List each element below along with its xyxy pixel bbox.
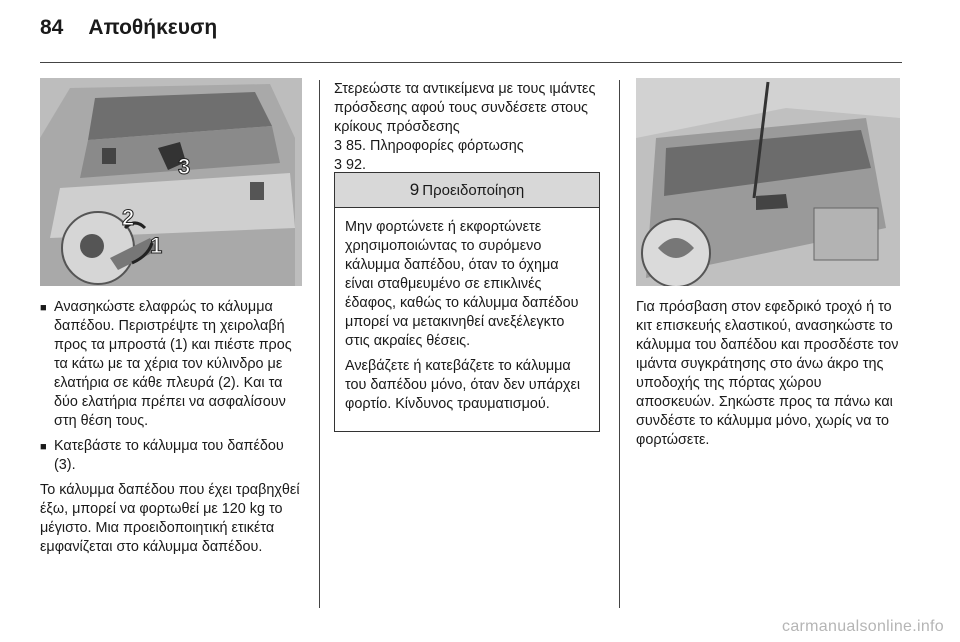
page-number: 84 xyxy=(40,16,64,39)
page-title: Αποθήκευση xyxy=(88,16,218,39)
body-paragraph: Το κάλυμμα δαπέδου που έχει τραβηχθεί έξω, μπορεί να φορτωθεί με 120 kg το μέγιστο. Μια προειδοποιητική ετικέτα εμφανίζεται στο κάλυμμα δαπέδου. xyxy=(40,482,300,555)
warning-paragraph: Μην φορτώνετε ή εκφορτώνετε χρησιμοποιώντας το συρόμενο κάλυμμα δαπέδου, όταν το όχημα είναι σταθμευμένο σε επικλινές έδαφος, καθώς το κάλυμμα δαπέδου μπορεί να μετακινηθεί ανεξέλεγκτο στις ακραίες θέσεις. xyxy=(345,219,579,349)
warning-header xyxy=(335,173,599,208)
warning-icon: 9 xyxy=(409,180,420,199)
floor-cover-illustration xyxy=(40,78,302,286)
body-paragraph: Για πρόσβαση στον εφεδρικό τροχό ή το κιτ επισκευής ελαστικού, ανασηκώστε το κάλυμμα του δαπέδου και προσδέστε τον ιμάντα συγκράτησης στο άνω άκρο της υποδοχής της πόρτας χώρου αποσκευών. Σηκώστε προς τα πάνω και συνδέστε το κάλυμμα μόνο, χωρίς να το φορτώσετε. xyxy=(636,299,899,448)
list-item-text: Κατεβάστε το κάλυμμα του δαπέδου (3). xyxy=(54,438,284,473)
warning-box xyxy=(334,172,600,432)
warning-body xyxy=(335,208,599,414)
header-rule xyxy=(40,62,902,63)
warning-paragraph: Ανεβάζετε ή κατεβάζετε το κάλυμμα του δαπέδου μόνο, όταν δεν υπάρχει φορτίο. Κίνδυνος τραυματισμού. xyxy=(345,358,581,412)
list-item xyxy=(40,437,306,475)
intro-paragraph: Στερεώστε τα αντικείμενα με τους ιμάντες πρόσδεσης αφού τους συνδέσετε στους κρίκους πρόσδεσης xyxy=(334,81,596,135)
right-column-text xyxy=(636,298,904,456)
bullet-marker: ■ xyxy=(40,302,47,314)
cross-reference-link[interactable]: 3 92. xyxy=(334,157,367,173)
callout-2: 2 xyxy=(122,205,135,230)
bullet-marker: ■ xyxy=(40,441,47,453)
column-divider xyxy=(619,80,620,608)
list-item xyxy=(40,298,306,431)
warning-title: Προειδοποίηση xyxy=(422,181,525,199)
column-divider xyxy=(319,80,320,608)
spare-wheel-access-illustration xyxy=(636,78,900,286)
list-item-text: Ανασηκώστε ελαφρώς το κάλυμμα δαπέδου. Περιστρέψτε τη χειρολαβή προς τα μπροστά (1) και πιέστε προς τα κάτω με τα χέρια τον κύλινδρο με ελατήρια σε κάθε πλευρά (2). Και τα δύο ελατήρια πρέπει να ασφαλίσουν στη θέση τους. xyxy=(54,299,292,429)
left-column-text xyxy=(40,298,306,563)
page-header xyxy=(40,16,217,40)
watermark: carmanualsonline.info xyxy=(782,618,944,635)
cross-reference-link[interactable]: 3 85. Πληροφορίες φόρτωσης xyxy=(334,138,524,154)
callout-1: 1 xyxy=(150,233,163,258)
callout-3: 3 xyxy=(178,154,191,179)
middle-column-text xyxy=(334,80,602,175)
